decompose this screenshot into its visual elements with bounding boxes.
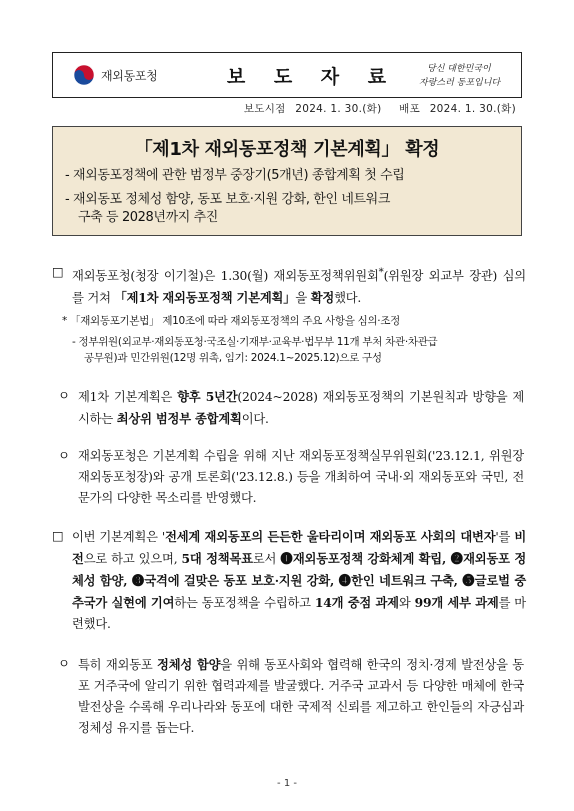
page-number: - 1 - <box>277 778 297 789</box>
p1-text-c: 을 <box>295 291 311 306</box>
p4-text-c: 으로 하고 있으며, <box>83 552 182 566</box>
p4-text-b: '를 <box>495 530 515 544</box>
paragraph-2-text <box>58 386 524 430</box>
release-label: 보도시점 <box>243 103 286 115</box>
footnote-2-line1: - 정부위원(외교부·재외동포청·국조실·기재부·교육부·법무부 11개 부처 차관·차관급 <box>72 336 438 348</box>
subheadline-2-line2: 구축 등 2028년까지 추진 <box>78 210 218 225</box>
taegeuk-logo-icon <box>73 64 95 86</box>
handwritten-slogan <box>417 58 507 92</box>
p4-text-g: 를 마련했다. <box>72 596 526 631</box>
headline-title: 「제1차 재외동포정책 기본계획」 확정 <box>134 139 440 160</box>
p2-text-b: (2024~2028) 재외동포정책의 기본원칙과 방향을 제시하는 <box>78 390 525 426</box>
footnote-2-line2: 공무원)과 민간위원(12명 위촉, 임기: 2024.1~2025.12)으로 구성 <box>84 352 382 364</box>
circle-bullet: ㅇ <box>58 657 70 671</box>
p4-bold-goal-list: ❶재외동포정책 강화체계 확립, ❷재외동포 정체성 함양, ❸국격에 걸맞은 동포 보호·지원 강화, ❹한인 네트워크 구축, ❺글로벌 중추국가 실현에 기여 <box>72 551 526 610</box>
paragraph-5-text <box>58 654 524 739</box>
p1-text-d: 했다. <box>334 291 362 306</box>
p4-text-f: 와 <box>398 596 415 610</box>
square-bullet: □ <box>52 265 64 279</box>
p5-text-b: 을 위해 동포사회와 협력해 한국의 정치·경제 발전상을 동포 거주국에 알리기 위한 협력과제를 발굴했다. 거주국 교과서 등 다양한 매체에 한국 발전상을 수록해 우리나라와 동포에 대한 국제적 신뢰를 제고하고 한인들의 자긍심과 정체성 유지를 돕는다. <box>78 658 524 735</box>
p4-bold-vision: 비전 <box>72 529 526 566</box>
paragraph-5 <box>58 654 524 739</box>
subheadline-2 <box>65 191 521 227</box>
p4-bold-vision-text: 전세계 재외동포의 든든한 울타리이며 재외동포 사회의 대변자 <box>165 529 496 544</box>
p2-text-c: 이다. <box>241 412 269 426</box>
paragraph-2 <box>58 386 524 430</box>
release-date: 2024. 1. 30.(화) <box>295 103 382 115</box>
p5-bold-identity: 정체성 함양 <box>157 657 221 672</box>
p2-bold-toplevel: 최상위 범정부 종합계획 <box>116 411 242 426</box>
p4-bold-14-tasks: 14개 중점 과제 <box>314 595 399 610</box>
p4-text-e: 하는 동포정책을 수립하고 <box>174 596 315 610</box>
distribution-label: 배포 <box>399 103 421 115</box>
press-header <box>52 52 522 98</box>
paragraph-3-text: 재외동포청은 기본계획 수립을 위해 지난 재외동포정책실무위원회('23.12.1, 위원장 재외동포청장)와 공개 토론회('23.12.8.) 등을 개최하여 국내·외 재외동포와 국민, 전문가의 다양한 목소리를 반영했다. <box>78 449 524 505</box>
distribution-date: 2024. 1. 30.(화) <box>429 103 516 115</box>
footnote-1: * 「재외동포기본법」 제10조에 따라 재외동포정책의 주요 사항을 심의·조정 <box>62 315 401 327</box>
press-release-title: 보 도 자 료 <box>226 65 398 88</box>
paragraph-4 <box>52 526 526 635</box>
p4-text-a: 이번 기본계획은 ' <box>72 530 166 544</box>
org-name: 재외동포청 <box>101 68 158 83</box>
p1-bold-plan: 「제1차 재외동포정책 기본계획」 <box>114 290 296 306</box>
org-logo <box>73 64 203 86</box>
paragraph-4-text <box>52 526 526 635</box>
p5-text-a: 특히 재외동포 <box>78 658 158 672</box>
p2-bold-5years: 향후 5년간 <box>177 389 238 404</box>
release-dates <box>238 101 516 116</box>
svg-text:자랑스러 동포입니다: 자랑스러 동포입니다 <box>419 78 501 88</box>
p4-text-d: 로서 <box>252 552 281 566</box>
circle-bullet: ㅇ <box>58 389 70 403</box>
subheadline-2-line1: - 재외동포 정체성 함양, 동포 보호·지원 강화, 한인 네트워크 <box>65 192 390 207</box>
footnote-star: * <box>378 266 384 278</box>
square-bullet: □ <box>52 529 64 543</box>
circle-bullet: ㅇ <box>58 449 70 463</box>
svg-text:당신 대한민국이: 당신 대한민국이 <box>427 64 491 74</box>
paragraph-1 <box>52 262 526 309</box>
p1-text-a: 재외동포청(청장 이기철)은 1.30(월) 재외동포정책위원회 <box>72 269 379 284</box>
paragraph-1-text <box>52 262 526 309</box>
p4-bold-99-tasks: 99개 세부 과제 <box>414 595 499 610</box>
p2-text-a: 제1차 기본계획은 <box>78 390 178 404</box>
paragraph-3 <box>58 446 524 509</box>
p4-bold-goals: 5대 정책목표 <box>181 551 253 566</box>
headline-box <box>52 126 522 236</box>
p1-text-b: (위원장 외교부 장관) 심의를 거쳐 <box>72 269 526 306</box>
subheadline-1: - 재외동포정책에 관한 범정부 중장기(5개년) 종합계획 첫 수립 <box>65 168 405 183</box>
p1-bold-confirm: 확정 <box>310 290 335 306</box>
footnote-2 <box>72 334 527 366</box>
